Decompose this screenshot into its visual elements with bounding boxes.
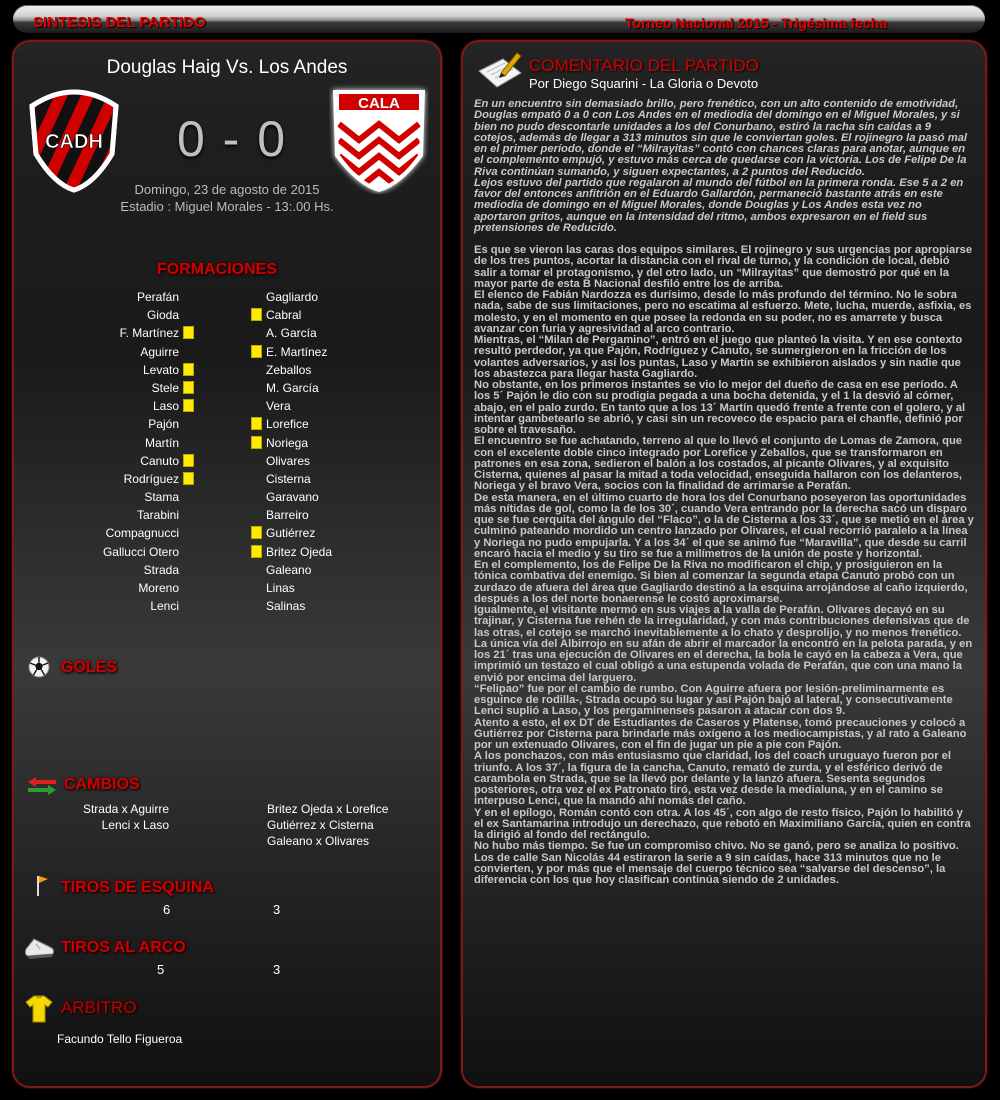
lineup-player [54, 561, 194, 579]
comment-body-paragraph: Y en el epílogo, Román contó con otra. A los 45´, con algo de resto físico, Pajón lo habilitó y el ex Santamarina introdujo un derechazo, que rebotó en Maximiliano García, quien en contra la dirigió al fondo del rectángulo. [474, 806, 971, 841]
player-name: Linas [266, 581, 295, 595]
player-name: Vera [266, 399, 291, 414]
notepad-pencil-icon [477, 51, 523, 91]
away-shots: 3 [273, 962, 281, 977]
lineup-player [251, 543, 421, 561]
player-name: Rodríguez [123, 471, 179, 486]
yellow-card-icon [251, 526, 262, 539]
match-comment-panel [461, 40, 987, 1088]
player-name: Aguirre [140, 344, 179, 359]
player-name: Martín [144, 435, 179, 450]
lineup-player [251, 288, 421, 306]
comment-body-paragraph: No hubo más tiempo. Se fue un compromiso chivo. No se ganó, pero se analiza lo positivo. Los de calle San Nicolás 44 estiraron la serie a 9 sin caídas, hace 313 minutos que no le convierten, y por más que el mensaje del cuerpo técnico sea “salvarse del descenso”, la diferencia con los que hoy clasifican continúa siendo de 2 unidades. [474, 840, 959, 886]
changes-title: CAMBIOS [64, 776, 140, 793]
match-date: Domingo, 23 de agosto de 2015 [134, 182, 320, 197]
home-crest-text: CADH [45, 131, 103, 153]
comment-body-paragraph: Atento a esto, el ex DT de Estudiantes de Caseros y Platense, tomó precauciones y colocó a Gutiérrez por Cisterna para brindarle más oxígeno a los mediocampistas, y al rato a Galeano por un extenuado Olivares, con el fin de jugar un pie a pie con Pajón. [474, 716, 967, 751]
lineup-player [251, 506, 421, 524]
lineup-player [54, 524, 194, 542]
yellow-card-icon [183, 363, 194, 376]
formations-title: FORMACIONES [157, 261, 277, 278]
lineup-player [251, 343, 421, 361]
header-bar [13, 5, 985, 33]
home-corners: 6 [163, 902, 171, 917]
player-name: Lenci [150, 599, 179, 614]
home-lineup [54, 288, 194, 615]
lineup-player [54, 470, 194, 488]
lineup-player [54, 324, 194, 342]
player-name: Stele [151, 380, 179, 395]
referee-shirt-icon [24, 994, 54, 1024]
substitution-item: Britez Ojeda x Lorefice [267, 802, 389, 816]
yellow-card-icon [183, 381, 194, 394]
lineup-player [251, 415, 421, 433]
lineup-player [251, 488, 421, 506]
goals-title: GOLES [61, 659, 118, 676]
player-name: Olivares [266, 453, 311, 468]
shots-title: TIROS AL ARCO [61, 939, 186, 956]
yellow-card-icon [251, 345, 262, 358]
football-boot-icon [22, 935, 56, 961]
match-venue: Estadio : Miguel Morales - 13:.00 Hs. [120, 199, 334, 214]
lineup-player [54, 288, 194, 306]
player-name: Stama [144, 490, 179, 505]
lineup-player [54, 543, 194, 561]
player-name: Compagnucci [105, 526, 179, 541]
yellow-card-icon [183, 454, 194, 467]
match-title: Douglas Haig Vs. Los Andes [106, 57, 348, 78]
comment-body-paragraph: Es que se vieron las caras dos equipos similares. El rojinegro y sus urgencias por apropiarse de los tres puntos, acortar la distancia con el rival de turno, y la condición de local, debió salir a tomar el protagonismo, y del otro lado, un “Milrayitas” que demostró por qué en la mayor parte de esta B Nacional desfiló entre los de arriba. [474, 244, 973, 290]
comment-body-paragraph: Igualmente, el visitante mermó en sus viajes a la valla de Perafán. Olivares decayó en su trajinar, y Cisterna fue rehén de la irregularidad, y con más contribuciones defensivas que de las otras, el cotejo se marchó inevitablemente a lo chato y desprolijo, y no menos frenético. [474, 604, 970, 639]
player-name: Gallucci Otero [102, 544, 179, 559]
lineup-player [251, 306, 421, 324]
player-name: E. Martínez [266, 344, 328, 359]
douglas-haig-crest-icon [24, 84, 124, 194]
comment-intro-paragraph: En un encuentro sin demasiado brillo, pero frenético, con un alto contenido de emotividad, Douglas empató 0 a 0 con Los Andes en el mediodía del domingo en el Miguel Morales, y si bien no pudo descontarle unidades a los del Conurbano, estiró la racha sin caídas a 9 cotejos, además de llegar a 313 minutos sin que le conviertan goles. El rojinegro la pasó mal en el primer período, donde el “Milrayitas” contó con chances claras para anotar, aunque en el complemento empujó, y estuvo más cerca de quedarse con la victoria. Los de Felipe De la Riva continúan sumando, y siguen expectantes, a 2 puntos del Reducido. [474, 98, 968, 178]
yellow-card-icon [183, 472, 194, 485]
referee-name: Facundo Tello Figueroa [57, 1032, 183, 1046]
comment-body-paragraph: Mientras, el “Milan de Pergamino”, entró en el juego que planteó la visita. Y en ese contexto resultó perdedor, ya que Pajón, Rodríguez y Canuto, se sumergieron en la fricción de los volantes adversarios, y así los puntas, Laso y Martín se exhibieron aislados y sin nadie que los abastezca para llegar hasta Gagliardo. [474, 334, 963, 380]
player-name: Tarabini [136, 508, 179, 523]
comment-title: COMENTARIO DEL PARTIDO [529, 56, 759, 75]
player-name: Canuto [140, 453, 179, 468]
match-summary-panel [12, 40, 442, 1088]
player-name: Garavano [266, 490, 319, 505]
comment-body-paragraph: No obstante, en los primeros instantes se vio lo mejor del dueño de casa en ese período. A los 5´ Pajón le dio con su prodigia pegada a una bocha detenida, y el 1 la desvió al córner, abajo, en el palo zurdo. En tanto que a los 13´ Martín quedó frente a frente con el golero, y al intentar gambetearlo se abrió, y casi sin un recoveco de espacio para el chanfle, definió por sobre el travesaño. [474, 379, 966, 436]
lineup-player [54, 452, 194, 470]
lineup-player [251, 597, 421, 615]
yellow-card-icon [251, 436, 262, 449]
player-name: Lorefice [266, 417, 309, 432]
lineup-player [54, 579, 194, 597]
lineup-player [251, 379, 421, 397]
lineup-player [54, 434, 194, 452]
header-left-title: SINTESIS DEL PARTIDO [33, 14, 206, 31]
lineup-player [54, 379, 194, 397]
comment-body-paragraph: “Felipao” fue por el cambio de rumbo. Con Aguirre afuera por lesión-preliminarmente es esguince de rodilla-, Strada ocupó su lugar y así Pajón bajó al lateral, y consecutivamente Lenci suplió a Laso, y los pergaminenses pasaron a atacar con dos 9. [474, 682, 953, 718]
lineup-player [251, 397, 421, 415]
substitution-item: Lenci x Laso [101, 818, 169, 832]
lineup-player [54, 361, 194, 379]
away-corners: 3 [273, 902, 281, 917]
lineup-player [251, 470, 421, 488]
header-right-title: Torneo Nacional 2015 - Trigésima fecha [625, 15, 887, 31]
lineup-player [54, 506, 194, 524]
away-lineup [251, 288, 421, 615]
score: 0 - 0 [176, 111, 288, 167]
player-name: Laso [152, 399, 179, 414]
comment-body-paragraph: A los ponchazos, con más entusiasmo que claridad, los del coach uruguayo fueron por el triunfo. A los 37´, la figura de la cancha, Canuto, remató de zurda, y el esférico derivó de carambola en Strada, que se la llevó por delante y la lanzó afuera. Sesenta segundos posteriores, otra vez el ex Patronato tiró, esta vez desde la medialuna, y en el camino se interpuso Lenci, que la mandó ahí nomás del caño. [474, 750, 952, 808]
comment-text [474, 99, 974, 886]
lineup-player [251, 361, 421, 379]
comment-body-paragraph: De esta manera, en el último cuarto de hora los del Conurbano poseyeron las oportunidades más nítidas de gol, como la de los 30´, cuando Vera entrando por la derecha sacó un disparo que se fue cerquita del ángulo del “Flaco”, o la de Cisterna a los 33´, que se metió en el área y culminó pateando mordido un centro lanzado por Olivares, el cual recorrió paralelo a la línea y Noriega no pudo empujarla. Y a los 34´ el que se animó fue “Maravilla”, que desde su carril encaró hacia el medio y su tiro se fue a milímetros de la unión de poste y horizontal. [474, 491, 974, 560]
yellow-card-icon [251, 545, 262, 558]
player-name: Galeano [266, 562, 312, 577]
corner-flag-icon [34, 874, 50, 898]
comment-intro-paragraph: Lejos estuvo del partido que regalaron al mundo del fútbol en la primera ronda. Ese 5 a 2 en favor del entonces anfitrión en el Eduardo Gallardón, permaneció bastante atrás en este mediodía de domingo en el Miguel Morales, donde Douglas y Los Andes esta vez no aportaron gritos, aunque en la intensidad del ritmo, ambos expresaron en el field sus pretensiones de Reducido. [474, 176, 964, 234]
player-name: Pajón [148, 417, 179, 432]
soccer-ball-icon [28, 656, 50, 678]
substitution-item: Galeano x Olivares [267, 834, 370, 848]
lineup-player [251, 524, 421, 542]
lineup-player [251, 561, 421, 579]
lineup-player [54, 397, 194, 415]
player-name: Cabral [266, 308, 302, 323]
yellow-card-icon [183, 399, 194, 412]
lineup-player [251, 324, 421, 342]
home-substitutions [34, 801, 169, 833]
lineup-player [54, 415, 194, 433]
lineup-player [54, 488, 194, 506]
player-name: Gutiérrez [266, 526, 316, 541]
lineup-player [251, 579, 421, 597]
lineup-player [54, 343, 194, 361]
lineup-player [54, 597, 194, 615]
player-name: Levato [142, 362, 179, 377]
player-name: Gagliardo [266, 290, 319, 304]
comment-body-paragraph: La única vía del Albirrojo en su afán de abrir el marcador la encontró en la pelota parada, y en los 21´ tras una ejecución de Olivares en el derecha, la bola le cayó en la cabeza a Vera, que imprimió un testazo el cual obligó a una estupenda volada de Perafán, que con una mano la envió por encima del larguero. [474, 637, 973, 684]
player-name: Salinas [266, 599, 306, 614]
substitution-item: Strada x Aguirre [82, 802, 169, 816]
substitution-item: Gutiérrez x Cisterna [267, 818, 374, 832]
comment-body-paragraph: El encuentro se fue achatando, terreno al que lo llevó el conjunto de Lomas de Zamora, que con el excelente doble cinco integrado por Lorefice y Zeballos, que se transformaron en patrones en esa zona, sedieron el balón a los costados, al picante Olivares, y al exquisito Cisterna, quienes al pasar la mitad a toda velocidad, enseguida hallaron con los delanteros, Noriega y el bravo Vera, socios con la finalidad de arrimarse a Perafán. [474, 435, 963, 493]
player-name: Strada [143, 562, 179, 577]
player-name: M. García [266, 380, 319, 395]
player-name: Britez Ojeda [266, 544, 333, 559]
player-name: Gioda [146, 308, 179, 323]
player-name: Moreno [138, 581, 179, 595]
player-name: Perafán [136, 290, 179, 304]
yellow-card-icon [251, 417, 262, 430]
player-name: F. Martínez [119, 326, 179, 341]
player-name: Noriega [266, 435, 309, 450]
yellow-card-icon [183, 326, 194, 339]
lineup-player [251, 434, 421, 452]
comment-body-paragraph: El elenco de Fabián Nardozza es durísimo, desde lo más profundo del término. No le sobra nada, sabe de sus limitaciones, pero no escatima al esfuerzo. Mete, lucha, muerde, asfixia, es molesto, y en el momento en que posee la redonda en su poder, no es amarrete y busca avanzar con furia y agresividad al arco contrario. [474, 289, 972, 335]
corners-title: TIROS DE ESQUINA [61, 879, 214, 896]
referee-title: ARBITRO [61, 998, 137, 1017]
player-name: Cisterna [266, 471, 311, 486]
yellow-card-icon [251, 308, 262, 321]
home-shots: 5 [157, 962, 165, 977]
lineup-player [251, 452, 421, 470]
comment-author: Por Diego Squarini - La Gloria o Devoto [529, 76, 759, 91]
substitution-arrows-icon [26, 776, 58, 796]
player-name: Zeballos [266, 362, 312, 377]
lineup-player [54, 306, 194, 324]
away-crest-text: CALA [358, 95, 400, 112]
comment-body-paragraph: En el complemento, los de Felipe De la Riva no modificaron el chip, y prosiguieron en la tónica combativa del enemigo. Si bien al comenzar la segunda etapa Canuto probó con un zurdazo de afuera del área que Gagliardo destinó a la esquina arrojándose al caño izquierdo, después a los del norte bonaerense le costó aproximarse. [474, 559, 968, 605]
player-name: Barreiro [266, 508, 309, 523]
player-name: A. García [266, 326, 317, 341]
los-andes-crest-icon [329, 84, 429, 194]
away-substitutions [267, 801, 437, 849]
